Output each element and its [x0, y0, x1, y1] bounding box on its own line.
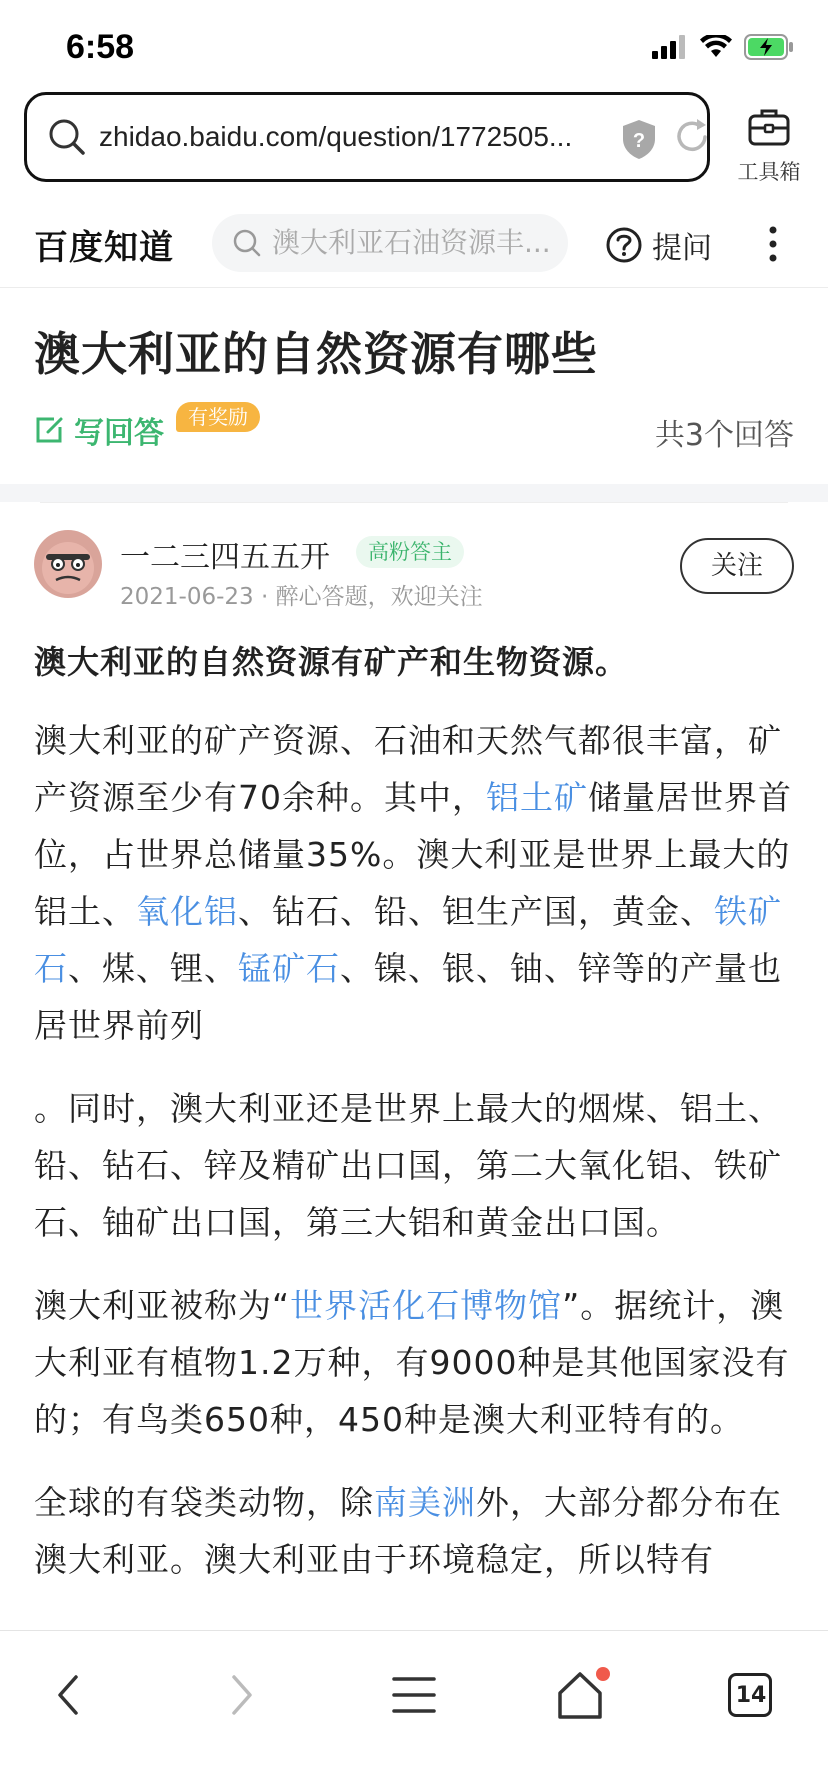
author-meta: 2021-06-23 · 醉心答题，欢迎关注	[120, 584, 483, 610]
site-header	[0, 208, 828, 288]
question-icon	[604, 225, 644, 265]
text-run: 澳大利亚的矿产资源、石油和天然气都很丰富，矿产资源至少有70余种。其中，	[34, 721, 782, 817]
question-title: 澳大利亚的自然资源有哪些	[34, 327, 598, 381]
cellular-signal-icon	[652, 35, 688, 59]
toolbox-label: 工具箱	[737, 160, 801, 184]
back-icon[interactable]	[40, 1665, 100, 1725]
search-icon	[232, 228, 262, 258]
notification-dot	[596, 1667, 610, 1681]
toolbox-icon	[747, 106, 791, 148]
section-divider	[0, 484, 828, 502]
url-text[interactable]: zhidao.baidu.com/question/1772505...	[99, 121, 573, 152]
forward-icon[interactable]	[210, 1665, 270, 1725]
answer-paragraph	[34, 1277, 796, 1448]
text-run: 、镍、银、铀、锌等的产量也居世界前列	[34, 949, 782, 1045]
status-time: 6:58	[66, 28, 135, 66]
menu-icon[interactable]	[384, 1665, 444, 1725]
link-alumina[interactable]: 氧化铝	[136, 892, 238, 931]
answer-lead: 澳大利亚的自然资源有矿产和生物资源。	[34, 643, 629, 681]
answer-count[interactable]: 共3个回答	[654, 418, 794, 453]
bottom-nav	[0, 1630, 828, 1792]
write-answer-label: 写回答	[74, 416, 164, 451]
status-bar	[0, 0, 828, 92]
divider-line	[40, 502, 788, 503]
svg-text:?: ?	[632, 130, 646, 152]
home-button[interactable]	[550, 1665, 610, 1725]
ask-label: 提问	[652, 231, 712, 266]
text-run: 全球的有袋类动物，除	[34, 1483, 374, 1522]
text-run: ”。据统计，澳大利亚有植物1.2万种，有9000种是其他国家没有的；有鸟类650种，450种是澳大利亚特有的。	[34, 1286, 790, 1439]
address-bar[interactable]	[24, 92, 710, 182]
text-run: 、煤、锂、	[68, 949, 238, 988]
author-badge: 高粉答主	[356, 536, 464, 568]
link-iron-ore[interactable]: 铁矿石	[34, 892, 782, 988]
write-answer-button[interactable]	[34, 408, 164, 452]
text-run: 储量居世界首位，占世界总储量35%。澳大利亚是世界上最大的铝土、	[34, 778, 792, 931]
status-icons	[652, 34, 794, 60]
more-options-icon[interactable]	[758, 222, 788, 266]
reward-badge: 有奖励	[176, 402, 260, 432]
text-run: 、钻石、铅、钽生产国，黄金、	[238, 892, 714, 931]
ask-question-button[interactable]	[604, 222, 712, 268]
battery-charging-icon	[744, 34, 794, 60]
tabs-button[interactable]	[728, 1673, 772, 1717]
site-logo[interactable]: 百度知道	[34, 228, 174, 268]
search-placeholder: 澳大利亚石油资源丰...	[272, 226, 551, 259]
answer-body	[34, 634, 796, 1614]
search-icon	[45, 115, 89, 159]
tab-count: 14	[735, 1683, 767, 1708]
site-search-input[interactable]	[212, 214, 568, 272]
follow-button[interactable]: 关注	[680, 538, 794, 594]
toolbox-button[interactable]	[726, 100, 812, 186]
avatar[interactable]	[34, 530, 102, 598]
answer-paragraph: 。同时，澳大利亚还是世界上最大的烟煤、铝土、铅、钻石、锌及精矿出口国，第二大氧化铝、铁矿石、铀矿出口国，第三大铝和黄金出口国。	[34, 1089, 782, 1242]
edit-icon	[34, 415, 64, 445]
answer-paragraph	[34, 1474, 796, 1588]
security-shield-icon[interactable]	[619, 117, 659, 161]
link-manganese-ore[interactable]: 锰矿石	[238, 949, 340, 988]
link-south-america[interactable]: 南美洲	[374, 1483, 476, 1522]
link-living-fossil-museum[interactable]: 世界活化石博物馆	[290, 1286, 563, 1325]
answer-paragraph	[34, 712, 796, 1054]
link-bauxite[interactable]: 铝土矿	[486, 778, 588, 817]
author-name[interactable]: 一二三四五五开	[120, 540, 330, 575]
avatar-image	[34, 530, 102, 598]
reload-icon[interactable]	[673, 115, 713, 159]
wifi-icon	[700, 35, 732, 59]
text-run: 澳大利亚被称为“	[34, 1286, 291, 1325]
text-run: 外，大部分都分布在澳大利亚。澳大利亚由于环境稳定，所以特有	[34, 1483, 782, 1579]
